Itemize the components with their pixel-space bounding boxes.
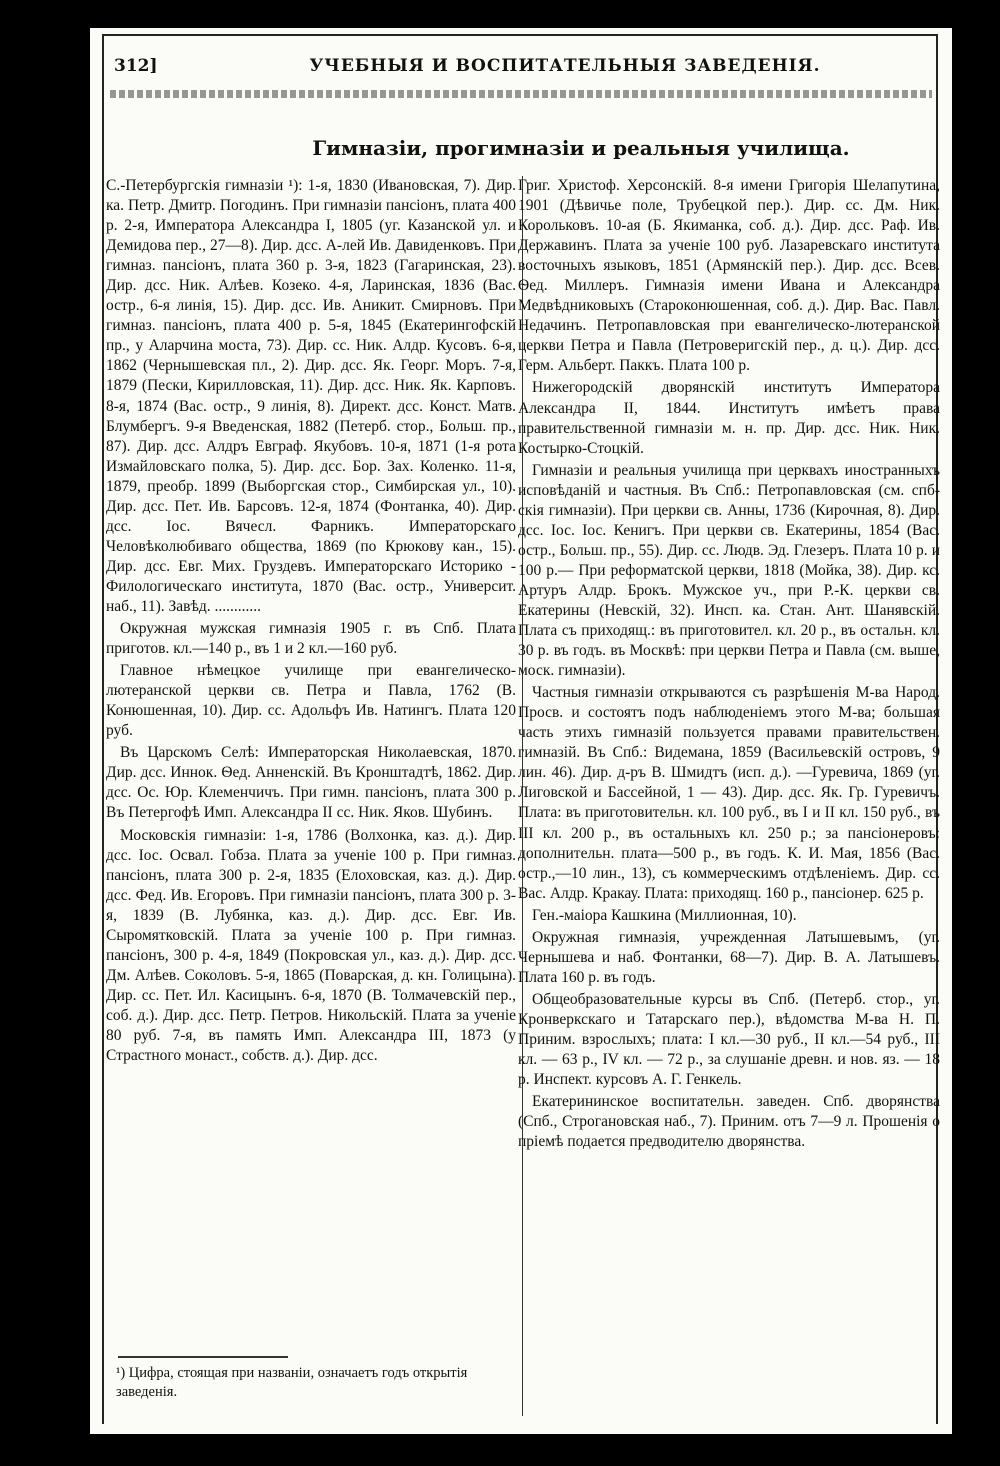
- paragraph: Нижегородскій дворянскій институтъ Императора Александра II, 1844. Институтъ имѣетъ права правительственной гимназіи м. н. пр. Дир. дсс. Ник. Ник. Костырко-Стоцкій.: [518, 379, 940, 457]
- page-number: 312]: [114, 56, 158, 76]
- paragraph: С.-Петербургскія гимназіи ¹): 1-я, 1830 (Ивановская, 7). Дир. ка. Петр. Дмитр. Погодинъ. При гимназіи пансіонъ, плата 400 р. 2-я, Императора Александра I, 1805 (уг. Казанской ул. и Демидова пер., 27—8). Дир. дсс. А-лей Ив. Давиденковъ. При гимназ. пансіонъ, плата 360 р. 3-я, 1823 (Гагаринская, 23). Дир. дсс. Ник. Алѣев. Козеко. 4-я, Ларинская, 1836 (Вас. остр., 6-я линія, 15). Дир. дсс. Ив. Аникит. Смирновъ. При гимназ. пансіонъ, плата 400 р. 5-я, 1845 (Екатерингофскій пр., у Аларчина моста, 73). Дир. сс. Ник. Алдр. Кусовъ. 6-я, 1862 (Чернышевская пл., 2). Дир. дсс. Як. Георг. Моръ. 7-я, 1879 (Пески, Кирилловская, 11). Дир. дсс. Ник. Як. Карповъ. 8-я, 1874 (Вас. остр., 9 линія, 8). Директ. дсс. Конст. Матв. Блумбергъ. 9-я Введенская, 1882 (Петерб. стор., Больш. пр., 87). Дир. дсс. Алдръ Евграф. Якубовъ. 10-я, 1871 (1-я рота Измайловскаго полка, 5). Дир. дсс. Бор. Зах. Коленко. 11-я, 1879, преобр. 1899 (Выборгская стор., Симбирская ул., 10). Дир. дсс. Пет. Ив. Барсовъ. 12-я, 1874 (Фонтанка, 40). Дир. дсс. Іос. Вячесл. Фарникъ. Императорскаго Человѣколюбиваго общества, 1869 (по Крюкову кан., 15). Дир. дсс. Евг. Мих. Груздевъ. Императорскаго Историко - Филологическаго института, 1870 (Вас. остр., Университ. наб., 11). Завѣд. ............: [106, 177, 516, 615]
- paragraph: Главное нѣмецкое училище при евангелическо-лютеранской церкви св. Петра и Павла, 1762 (В. Конюшенная, 10). Дир. сс. Адольфъ Ив. Натингъ. Плата 120 руб.: [106, 662, 516, 740]
- running-title: УЧЕБНЫЯ И ВОСПИТАТЕЛЬНЫЯ ЗАВЕДЕНІЯ.: [309, 56, 821, 76]
- footnote: ¹) Цифра, стоящая при названіи, означаетъ годъ открытія заведенія.: [116, 1365, 468, 1400]
- left-column: [106, 176, 516, 1066]
- paragraph: Григ. Христоф. Херсонскій. 8-я имени Григорія Шелапутина, 1901 (Дѣвичье поле, Трубецкой пер.). Дир. сс. Дм. Ник. Корольковъ. 10-ая (Б. Якиманка, соб. д.). Дир. дсс. Раф. Ив. Державинъ. Плата за ученіе 100 руб. Лазаревскаго института восточныхъ языковъ, 1851 (Армянскій пер.). Дир. дсс. Всев. Ѳед. Миллеръ. Гимназія имени Ивана и Александра Медвѣдниковыхъ (Староконюшенная, соб. д.). Дир. Вас. Павл. Недачинъ. Петропавловская при евангелическо-лютеранской церкви Петра и Павла (Петроверигскій пер., д. ц.). Дир. дсс. Герм. Альберт. Паккъ. Плата 100 р.: [518, 177, 940, 375]
- paragraph: Въ Царскомъ Селѣ: Императорская Николаевская, 1870. Дир. дсс. Иннок. Ѳед. Анненскій. Въ Кронштадтѣ, 1862. Дир. дсс. Ос. Юр. Клеменчичъ. При гимн. пансіонъ, плата 300 р. Въ Петергофѣ Имп. Александра II сс. Ник. Яков. Шубинъ.: [106, 744, 516, 822]
- page-header: [104, 44, 936, 88]
- footnote-rule: [118, 1356, 288, 1358]
- paragraph: Ген.-маіора Кашкина (Миллионная, 10).: [532, 906, 797, 924]
- right-column: [518, 176, 940, 1152]
- paragraph: Частныя гимназіи открываются съ разрѣшенія М-ва Народ. Просв. и состоятъ подъ наблюденіемъ этого М-ва; большая часть этихъ гимназій пользуется правами правительствен. гимназій. Въ Спб.: Видемана, 1859 (Васильевскій островъ, 9 лин. 46). Дир. д-ръ В. Шмидтъ (исп. д.). —Гуревича, 1869 (уг. Лиговской и Бассейной, 1 — 43). Дир. дсс. Як. Гр. Гуревичъ. Плата: въ приготовительн. кл. 100 руб., въ I и II кл. 150 руб., въ III кл. 200 р., въ остальныхъ кл. 250 р.; за пансіонеровъ: дополнительн. плата—500 р., въ годъ. К. И. Мая, 1856 (Вас. остр.,—10 лин., 13), съ коммерческимъ отдѣленіемъ. Дир. сс. Вас. Алдр. Кракау. Плата: приходящ. 160 р., пансіонер. 625 р.: [518, 684, 940, 902]
- paragraph: Московскія гимназіи: 1-я, 1786 (Волхонка, каз. д.). Дир. дсс. Іос. Освал. Гобза. Плата за ученіе 100 р. При гимназ. пансіонъ, плата 300 р. 2-я, 1835 (Елоховская, каз. д.). Дир. дсс. Фед. Ив. Егоровъ. При гимназіи пансіонъ, плата 300 р. 3-я, 1839 (В. Лубянка, каз. д.). Дир. дсс. Евг. Ив. Сыромятковскій. Плата за ученіе 100 р. При гимназ. пансіонъ, 300 р. 4-я, 1849 (Покровская ул., каз. д.). Дир. дсс. Дм. Алѣев. Соколовъ. 5-я, 1865 (Поварская, д. кн. Голицына). Дир. сс. Пет. Ил. Касицынъ. 6-я, 1870 (В. Толмачевскій пер., соб. д.). Дир. дсс. Петр. Петров. Никольскій. Плата за ученіе 80 руб. 7-я, въ память Имп. Александра III, 1873 (у Страстного монаст., собств. д.). Дир. дсс.: [106, 826, 516, 1065]
- header-ornament: [110, 90, 932, 98]
- paragraph: Екатерининское воспитательн. заведен. Спб. дворянства (Спб., Строгановская наб., 7). Приним. отъ 7—9 л. Прошенія о пріемѣ подается предводителю дворянства.: [518, 1093, 940, 1151]
- paragraph: Гимназіи и реальныя училища при церквахъ иностранныхъ исповѣданій и частныя. Въ Спб.: Петропавловская (см. спб-скія гимназіи). При церкви св. Анны, 1736 (Кирочная, 8). Дир. дсс. Іос. Іос. Кенигъ. При церкви св. Екатерины, 1854 (Вас. остр., Больш. пр., 55). Дир. сс. Людв. Эд. Глезеръ. Плата 10 р. и 100 р.— При реформатской церкви, 1818 (Мойка, 38). Дир. кс. Артуръ Алдр. Брокъ. Мужское уч., при Р.-К. церкви св. Екатерины (Невскій, 32). Инсп. ка. Стан. Ант. Шанявскій. Плата съ приходящ.: въ приготовител. кл. 20 р., въ остальн. кл. 30 р. въ годъ. въ Москвѣ: при церкви Петра и Павла (см. выше, моск. гимназіи).: [518, 461, 940, 680]
- book-page: [90, 28, 952, 1434]
- section-title: Гимназіи, прогимназіи и реальныя училища.: [312, 136, 850, 160]
- paragraph: Окружная гимназія, учрежденная Латышевымъ, (уг. Чернышева и наб. Фонтанки, 68—7). Дир. В. А. Латышевъ. Плата 160 р. въ годъ.: [518, 928, 940, 986]
- paragraph: Общеобразовательные курсы въ Спб. (Петерб. стор., уг. Кронверкскаго и Татарскаго пер.), вѣдомства М-ва Н. П. Приним. взрослыхъ; плата: I кл.—30 руб., II кл.—54 руб., III кл. — 63 р., IV кл. — 72 р., за слушаніе древн. и нов. яз. — 18 р. Инспект. курсовъ А. Г. Генкель.: [518, 990, 940, 1089]
- paragraph: Окружная мужская гимназія 1905 г. въ Спб. Плата приготов. кл.—140 р., въ 1 и 2 кл.—160 руб.: [106, 620, 516, 658]
